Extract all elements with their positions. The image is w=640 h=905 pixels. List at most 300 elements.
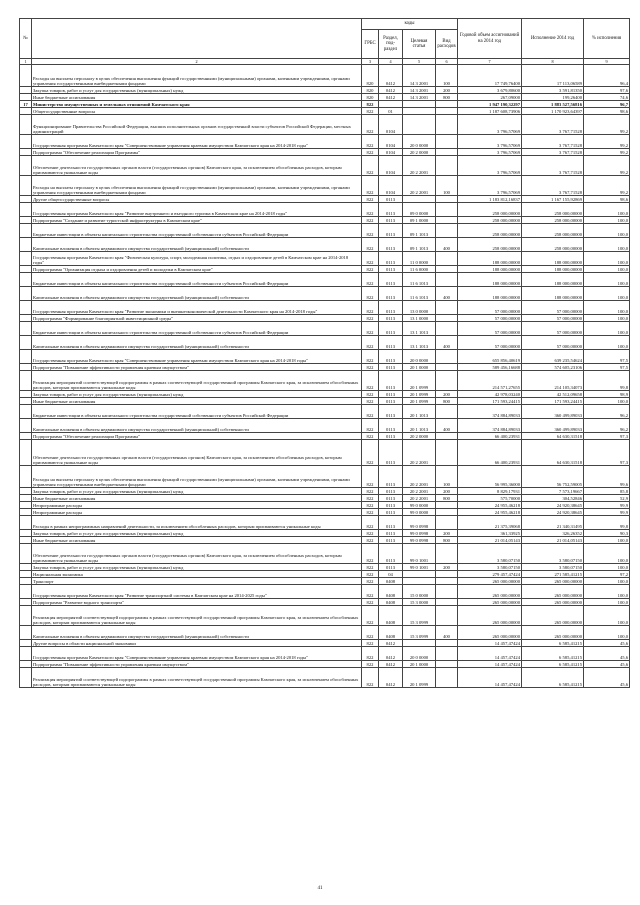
row-execution-amount-cell: 326,26352 <box>522 530 584 537</box>
row-grbs-cell: 822 <box>362 544 379 564</box>
row-number-cell <box>20 287 32 301</box>
row-annual-amount-cell: 374 884,89033 <box>458 405 522 419</box>
row-razdel-cell: 0113 <box>379 537 403 544</box>
row-razdel-cell: 0113 <box>379 364 403 371</box>
row-number-cell <box>20 322 32 336</box>
row-name-cell: Бюджетные инвестиции в объекты капитального строительства государственной собственности субъектов Российской Федерации <box>32 273 362 287</box>
row-razdel-cell: 0104 <box>379 149 403 156</box>
row-execution-amount-cell: 188 000,00000 <box>522 287 584 301</box>
row-grbs-cell: 822 <box>362 301 379 315</box>
row-annual-amount-cell: 265 000,00000 <box>458 578 522 585</box>
row-name-cell: Подпрограмма "Повышение эффективности управления краевым имуществом" <box>32 661 362 668</box>
row-name-cell: Государственная программа Камчатского края "Развитие внутреннего и въездного туризма в Камчатском крае на 2014-2018 годы" <box>32 203 362 217</box>
row-expense-type-cell: 400 <box>436 287 458 301</box>
row-target-article-cell: 20 1 0999 <box>403 371 436 391</box>
row-percent-cell: 99,2 <box>584 115 630 135</box>
row-name-cell: Другие общегосударственные вопросы <box>32 196 362 203</box>
row-number-cell <box>20 266 32 273</box>
row-number-cell <box>20 203 32 217</box>
row-razdel-cell: 0113 <box>379 371 403 391</box>
row-name-cell: Иные бюджетные ассигнования <box>32 537 362 544</box>
row-expense-type-cell <box>436 578 458 585</box>
row-number-cell <box>20 578 32 585</box>
row-execution-amount-cell: 258 000,00000 <box>522 224 584 238</box>
row-name-cell: Реализация мероприятий соответствующей подпрограммы в рамках соответствующей государственной программы Камчатского края, за исключением обособленных расходов, которым присваиваются уникальные коды <box>32 371 362 391</box>
row-target-article-cell: 15 0 0000 <box>403 585 436 599</box>
row-annual-amount-cell: 171 593,24415 <box>458 398 522 405</box>
row-target-article-cell: 13 1 1013 <box>403 322 436 336</box>
row-expense-type-cell <box>436 149 458 156</box>
row-annual-amount-cell: 3 580,07150 <box>458 544 522 564</box>
row-number-cell <box>20 516 32 530</box>
row-expense-type-cell <box>436 156 458 176</box>
row-grbs-cell: 822 <box>362 466 379 488</box>
row-grbs-cell: 822 <box>362 599 379 606</box>
row-grbs-cell: 822 <box>362 647 379 661</box>
row-execution-amount-cell: 3 580,07150 <box>522 544 584 564</box>
row-execution-amount-cell: 265 000,00000 <box>522 585 584 599</box>
row-target-article-cell: 99 0 1001 <box>403 544 436 564</box>
row-number-cell <box>20 65 32 87</box>
row-target-article-cell: 11 0 0000 <box>403 252 436 266</box>
row-number-cell <box>20 371 32 391</box>
row-grbs-cell: 822 <box>362 530 379 537</box>
row-grbs-cell: 822 <box>362 440 379 466</box>
row-execution-amount-cell: 265 000,00000 <box>522 626 584 640</box>
row-razdel-cell: 0412 <box>379 87 403 94</box>
table-row <box>20 196 630 203</box>
row-expense-type-cell <box>436 502 458 509</box>
row-annual-amount-cell: 3 796,57069 <box>458 149 522 156</box>
index-cell: 4 <box>379 59 403 65</box>
table-row <box>20 350 630 364</box>
row-execution-amount-cell: 21 340,31495 <box>522 516 584 530</box>
row-expense-type-cell <box>436 135 458 149</box>
table-row <box>20 108 630 115</box>
row-number-cell <box>20 640 32 647</box>
row-grbs-cell: 822 <box>362 391 379 398</box>
row-percent-cell: 99,2 <box>584 156 630 176</box>
row-name-cell: Государственная программа Камчатского края "Совершенствование управления краевым имуществом Камчатского края на 2014-2018 годы" <box>32 135 362 149</box>
index-cell: 8 <box>522 59 584 65</box>
table-row <box>20 647 630 661</box>
row-target-article-cell: 20 2 2001 <box>403 495 436 502</box>
row-grbs-cell: 822 <box>362 668 379 688</box>
row-number-cell <box>20 301 32 315</box>
row-grbs-cell: 822 <box>362 252 379 266</box>
row-annual-amount-cell: 3 796,57069 <box>458 115 522 135</box>
row-target-article-cell: 13 1 1013 <box>403 336 436 350</box>
row-name-cell: Расходы в рамках непрограммных направлений деятельности, за исключением обособленных расходов, которым присваиваются уникальные коды <box>32 516 362 530</box>
row-grbs-cell: 822 <box>362 322 379 336</box>
row-name-cell: Капитальные вложения в объекты недвижимого имущества государственной (муниципальной) собственности <box>32 336 362 350</box>
row-expense-type-cell <box>436 544 458 564</box>
row-expense-type-cell <box>436 315 458 322</box>
table-row <box>20 440 630 466</box>
row-grbs-cell: 822 <box>362 516 379 530</box>
table-row <box>20 217 630 224</box>
row-razdel-cell: 0113 <box>379 217 403 224</box>
row-annual-amount-cell: 66 400,23931 <box>458 440 522 466</box>
table-row <box>20 101 630 108</box>
table-row <box>20 301 630 315</box>
row-execution-amount-cell: 171 593,24415 <box>522 398 584 405</box>
index-cell: 9 <box>584 59 630 65</box>
row-target-article-cell: 20 2 2001 <box>403 156 436 176</box>
row-name-cell: Подпрограмма "Создание и развитие туристской инфраструктуры в Камчатском крае" <box>32 217 362 224</box>
row-execution-amount-cell: 265 000,00000 <box>522 606 584 626</box>
row-razdel-cell: 0113 <box>379 516 403 530</box>
row-percent-cell: 100,0 <box>584 322 630 336</box>
row-annual-amount-cell: 57 000,00000 <box>458 315 522 322</box>
row-grbs-cell: 822 <box>362 266 379 273</box>
row-annual-amount-cell: 24 955,46218 <box>458 509 522 516</box>
row-grbs-cell: 822 <box>362 398 379 405</box>
row-name-cell: Подпрограмма "Повышение эффективности управления краевым имуществом" <box>32 364 362 371</box>
row-annual-amount-cell: 56 995,36000 <box>458 466 522 488</box>
row-target-article-cell <box>403 640 436 647</box>
row-razdel-cell: 0113 <box>379 336 403 350</box>
row-target-article-cell: 20 1 1013 <box>403 419 436 433</box>
table-row <box>20 371 630 391</box>
row-grbs-cell: 822 <box>362 224 379 238</box>
row-razdel-cell: 04 <box>379 571 403 578</box>
row-expense-type-cell: 200 <box>436 530 458 537</box>
row-annual-amount-cell: 1 183 812,16837 <box>458 196 522 203</box>
row-annual-amount-cell: 1 187 608,73906 <box>458 108 522 115</box>
row-execution-amount-cell: 6 585,41215 <box>522 661 584 668</box>
row-target-article-cell: 20 2 0000 <box>403 433 436 440</box>
row-number-cell <box>20 466 32 488</box>
row-percent-cell: 96,4 <box>584 65 630 87</box>
row-razdel-cell: 0113 <box>379 322 403 336</box>
row-name-cell: Другие вопросы в области национальной экономики <box>32 640 362 647</box>
row-name-cell: Закупка товаров, работ и услуг для государственных (муниципальных) нужд <box>32 391 362 398</box>
row-grbs-cell: 820 <box>362 65 379 87</box>
row-annual-amount-cell: 21 014,05143 <box>458 537 522 544</box>
row-razdel-cell: 0113 <box>379 224 403 238</box>
row-expense-type-cell <box>436 661 458 668</box>
row-name-cell: Непрограммные расходы <box>32 509 362 516</box>
table-row <box>20 585 630 599</box>
row-name-cell: Функционирование Правительства Российской Федерации, высших исполнительных органов государственной власти субъектов Российской Федерации, местных администраций <box>32 115 362 135</box>
table-row <box>20 364 630 371</box>
row-percent-cell: 45,6 <box>584 640 630 647</box>
row-expense-type-cell <box>436 599 458 606</box>
row-number-cell <box>20 391 32 398</box>
row-number-cell <box>20 571 32 578</box>
row-target-article-cell: 14 3 2001 <box>403 94 436 101</box>
row-name-cell: Непрограммные расходы <box>32 502 362 509</box>
row-number-cell <box>20 135 32 149</box>
table-row <box>20 65 630 87</box>
row-annual-amount-cell: 265 000,00000 <box>458 626 522 640</box>
row-number-cell <box>20 364 32 371</box>
row-expense-type-cell <box>436 301 458 315</box>
row-percent-cell: 100,0 <box>584 217 630 224</box>
row-annual-amount-cell: 57 000,00000 <box>458 336 522 350</box>
row-target-article-cell: 20 1 0999 <box>403 391 436 398</box>
row-annual-amount-cell: 188 000,00000 <box>458 252 522 266</box>
row-name-cell: Обеспечение деятельности государственных органов власти (государственных органов) Камчатского края, за исключением обособленных расходов, которым присваиваются уникальные коды <box>32 156 362 176</box>
row-name-cell: Обеспечение деятельности государственных органов власти (государственных органов) Камчатского края, за исключением обособленных расходов, которым присваиваются уникальные коды <box>32 544 362 564</box>
row-grbs-cell: 822 <box>362 571 379 578</box>
row-percent-cell: 45,6 <box>584 647 630 661</box>
index-cell: 6 <box>436 59 458 65</box>
row-expense-type-cell <box>436 266 458 273</box>
row-execution-amount-cell: 56 752,59005 <box>522 466 584 488</box>
row-target-article-cell: 20 1 1013 <box>403 405 436 419</box>
table-row <box>20 571 630 578</box>
row-percent-cell: 99,2 <box>584 135 630 149</box>
row-expense-type-cell: 400 <box>436 336 458 350</box>
row-razdel-cell: 0412 <box>379 668 403 688</box>
row-razdel-cell: 0408 <box>379 626 403 640</box>
header-name <box>32 19 362 59</box>
row-name-cell: Закупка товаров, работ и услуг для государственных (муниципальных) нужд <box>32 87 362 94</box>
row-annual-amount-cell: 3 796,57069 <box>458 176 522 196</box>
row-percent-cell: 96,7 <box>584 101 630 108</box>
row-target-article-cell <box>403 108 436 115</box>
row-grbs-cell: 822 <box>362 419 379 433</box>
row-expense-type-cell <box>436 516 458 530</box>
row-expense-type-cell <box>436 571 458 578</box>
row-number-cell <box>20 495 32 502</box>
row-target-article-cell: 20 2 2001 <box>403 440 436 466</box>
row-execution-amount-cell: 574 605,23106 <box>522 364 584 371</box>
row-name-cell: Расходы на выплаты персоналу в целях обеспечения выполнения функций государственными (муниципальными) органами, казенными учреждениями, органами управления государственными внебюджетными фондами <box>32 466 362 488</box>
row-grbs-cell: 822 <box>362 336 379 350</box>
row-execution-amount-cell: 24 920,38645 <box>522 502 584 509</box>
row-execution-amount-cell: 42 512,09658 <box>522 391 584 398</box>
row-expense-type-cell: 400 <box>436 419 458 433</box>
row-number-cell <box>20 87 32 94</box>
row-execution-amount-cell: 57 000,00000 <box>522 301 584 315</box>
row-expense-type-cell <box>436 509 458 516</box>
row-name-cell: Иные бюджетные ассигнования <box>32 94 362 101</box>
row-name-cell: Иные бюджетные ассигнования <box>32 495 362 502</box>
row-annual-amount-cell: 57 000,00000 <box>458 301 522 315</box>
row-expense-type-cell: 800 <box>436 94 458 101</box>
row-target-article-cell: 15 3 0999 <box>403 606 436 626</box>
row-expense-type-cell <box>436 640 458 647</box>
row-expense-type-cell: 800 <box>436 398 458 405</box>
row-grbs-cell: 822 <box>362 606 379 626</box>
header-grbs: ГРБС <box>362 30 379 59</box>
header-execution: Исполнение 2014 год <box>522 19 584 59</box>
table-row <box>20 668 630 688</box>
row-percent-cell: 96,2 <box>584 419 630 433</box>
row-expense-type-cell: 800 <box>436 537 458 544</box>
row-percent-cell: 100,0 <box>584 585 630 599</box>
row-percent-cell: 100,0 <box>584 578 630 585</box>
row-name-cell: Подпрограмма "Организация отдыха и оздоровления детей и молодежи в Камчатском крае" <box>32 266 362 273</box>
row-grbs-cell: 822 <box>362 101 379 108</box>
row-razdel-cell: 0104 <box>379 176 403 196</box>
row-execution-amount-cell: 21 014,05143 <box>522 537 584 544</box>
row-execution-amount-cell: 1 170 923,64397 <box>522 108 584 115</box>
index-cell: 1 <box>20 59 32 65</box>
row-expense-type-cell <box>436 322 458 336</box>
row-number-cell <box>20 224 32 238</box>
row-annual-amount-cell: 24 955,46218 <box>458 502 522 509</box>
row-razdel-cell: 0113 <box>379 564 403 571</box>
row-razdel-cell: 0113 <box>379 433 403 440</box>
row-razdel-cell: 0408 <box>379 578 403 585</box>
row-execution-amount-cell: 1 167 155,92869 <box>522 196 584 203</box>
row-target-article-cell: 09 0 0000 <box>403 203 436 217</box>
table-row <box>20 466 630 488</box>
row-grbs-cell: 822 <box>362 135 379 149</box>
table-row <box>20 135 630 149</box>
row-target-article-cell: 99 0 0998 <box>403 516 436 530</box>
table-row <box>20 115 630 135</box>
row-name-cell: Транспорт <box>32 578 362 585</box>
row-annual-amount-cell: 265 000,00000 <box>458 606 522 626</box>
header-codes: коды <box>362 19 458 30</box>
row-annual-amount-cell: 3 580,07150 <box>458 564 522 571</box>
row-target-article-cell <box>403 115 436 135</box>
row-target-article-cell: 20 2 0000 <box>403 149 436 156</box>
row-razdel-cell: 0113 <box>379 509 403 516</box>
row-name-cell: Государственная программа Камчатского края "Совершенствование управления краевым имуществом Камчатского края на 2014-2018 годы" <box>32 647 362 661</box>
row-target-article-cell: 20 2 2001 <box>403 488 436 495</box>
row-execution-amount-cell: 57 000,00000 <box>522 315 584 322</box>
row-execution-amount-cell: 188 000,00000 <box>522 273 584 287</box>
table-row <box>20 405 630 419</box>
row-execution-amount-cell: 639 235,54624 <box>522 350 584 364</box>
row-grbs-cell: 822 <box>362 661 379 668</box>
row-execution-amount-cell: 6 585,41215 <box>522 668 584 688</box>
index-cell: 7 <box>458 59 522 65</box>
row-number-cell <box>20 585 32 599</box>
row-expense-type-cell: 400 <box>436 238 458 252</box>
row-execution-amount-cell: 6 585,41215 <box>522 640 584 647</box>
row-annual-amount-cell: 14 457,47424 <box>458 647 522 661</box>
row-razdel-cell: 0113 <box>379 544 403 564</box>
row-annual-amount-cell: 258 000,00000 <box>458 203 522 217</box>
row-target-article-cell: 13 1 0000 <box>403 315 436 322</box>
row-grbs-cell: 822 <box>362 203 379 217</box>
row-number-cell <box>20 509 32 516</box>
row-execution-amount-cell: 3 767,71528 <box>522 176 584 196</box>
row-percent-cell: 97,3 <box>584 440 630 466</box>
row-grbs-cell: 822 <box>362 371 379 391</box>
row-name-cell: Национальная экономика <box>32 571 362 578</box>
row-annual-amount-cell: 14 457,47424 <box>458 661 522 668</box>
row-number-cell <box>20 217 32 224</box>
row-annual-amount-cell: 1 947 190,32297 <box>458 101 522 108</box>
row-percent-cell: 52,9 <box>584 495 630 502</box>
row-grbs-cell: 822 <box>362 405 379 419</box>
row-percent-cell: 100,0 <box>584 544 630 564</box>
row-annual-amount-cell: 214 571,27655 <box>458 371 522 391</box>
row-percent-cell: 97,5 <box>584 350 630 364</box>
row-name-cell: Иные бюджетные ассигнования <box>32 398 362 405</box>
row-execution-amount-cell: 64 630,31518 <box>522 440 584 466</box>
row-number-cell <box>20 273 32 287</box>
row-execution-amount-cell: 188 000,00000 <box>522 252 584 266</box>
row-target-article-cell: 09 1 1013 <box>403 238 436 252</box>
row-expense-type-cell <box>436 224 458 238</box>
row-name-cell: Бюджетные инвестиции в объекты капитального строительства государственной собственности субъектов Российской Федерации <box>32 224 362 238</box>
row-percent-cell: 100,0 <box>584 315 630 322</box>
index-cell: 5 <box>403 59 436 65</box>
row-razdel-cell: 0113 <box>379 488 403 495</box>
budget-execution-table <box>19 18 630 688</box>
table-row <box>20 87 630 94</box>
row-annual-amount-cell: 279 457,47424 <box>458 571 522 578</box>
row-execution-amount-cell: 265 000,00000 <box>522 578 584 585</box>
row-expense-type-cell: 100 <box>436 65 458 87</box>
row-annual-amount-cell: 57 000,00000 <box>458 322 522 336</box>
row-annual-amount-cell: 265 000,00000 <box>458 585 522 599</box>
index-cell: 3 <box>362 59 379 65</box>
row-annual-amount-cell: 265 000,00000 <box>458 599 522 606</box>
row-name-cell: Закупка товаров, работ и услуг для государственных (муниципальных) нужд <box>32 564 362 571</box>
row-grbs-cell: 822 <box>362 350 379 364</box>
row-razdel-cell: 0412 <box>379 640 403 647</box>
row-percent-cell: 100,0 <box>584 266 630 273</box>
row-grbs-cell: 822 <box>362 502 379 509</box>
row-number-cell <box>20 156 32 176</box>
row-grbs-cell: 822 <box>362 149 379 156</box>
row-number-cell <box>20 398 32 405</box>
table-row <box>20 391 630 398</box>
table-row <box>20 94 630 101</box>
row-execution-amount-cell: 24 920,38645 <box>522 509 584 516</box>
row-expense-type-cell <box>436 433 458 440</box>
row-razdel-cell: 0113 <box>379 238 403 252</box>
row-percent-cell: 98,6 <box>584 108 630 115</box>
row-expense-type-cell <box>436 606 458 626</box>
row-target-article-cell: 20 2 2001 <box>403 466 436 488</box>
row-target-article-cell: 15 3 0000 <box>403 599 436 606</box>
row-percent-cell: 45,6 <box>584 661 630 668</box>
table-row <box>20 273 630 287</box>
row-percent-cell: 97,5 <box>584 364 630 371</box>
row-razdel-cell: 0408 <box>379 599 403 606</box>
row-razdel-cell: 0113 <box>379 273 403 287</box>
row-razdel-cell: 0113 <box>379 350 403 364</box>
table-row <box>20 606 630 626</box>
row-razdel-cell: 0113 <box>379 301 403 315</box>
table-row <box>20 537 630 544</box>
row-expense-type-cell <box>436 350 458 364</box>
row-percent-cell: 45,6 <box>584 668 630 688</box>
row-percent-cell: 100,0 <box>584 273 630 287</box>
row-target-article-cell: 20 1 0000 <box>403 364 436 371</box>
row-expense-type-cell <box>436 668 458 688</box>
row-expense-type-cell: 200 <box>436 488 458 495</box>
row-target-article-cell: 20 1 0000 <box>403 661 436 668</box>
row-number-cell: 17 <box>20 101 32 108</box>
row-number-cell <box>20 661 32 668</box>
row-number-cell <box>20 115 32 135</box>
row-percent-cell: 97,2 <box>584 571 630 578</box>
row-name-cell: Государственная программа Камчатского края "Развитие транспортной системы в Камчатском крае на 2014-2025 годы" <box>32 585 362 599</box>
table-row <box>20 502 630 509</box>
row-execution-amount-cell: 6 585,41215 <box>522 647 584 661</box>
table-row <box>20 398 630 405</box>
row-name-cell: Капитальные вложения в объекты недвижимого имущества государственной (муниципальной) собственности <box>32 626 362 640</box>
table-row <box>20 156 630 176</box>
row-name-cell: Закупка товаров, работ и услуг для государственных (муниципальных) нужд <box>32 530 362 537</box>
row-percent-cell: 100,0 <box>584 287 630 301</box>
row-razdel-cell: 0113 <box>379 530 403 537</box>
row-number-cell <box>20 647 32 661</box>
row-percent-cell: 100,0 <box>584 537 630 544</box>
